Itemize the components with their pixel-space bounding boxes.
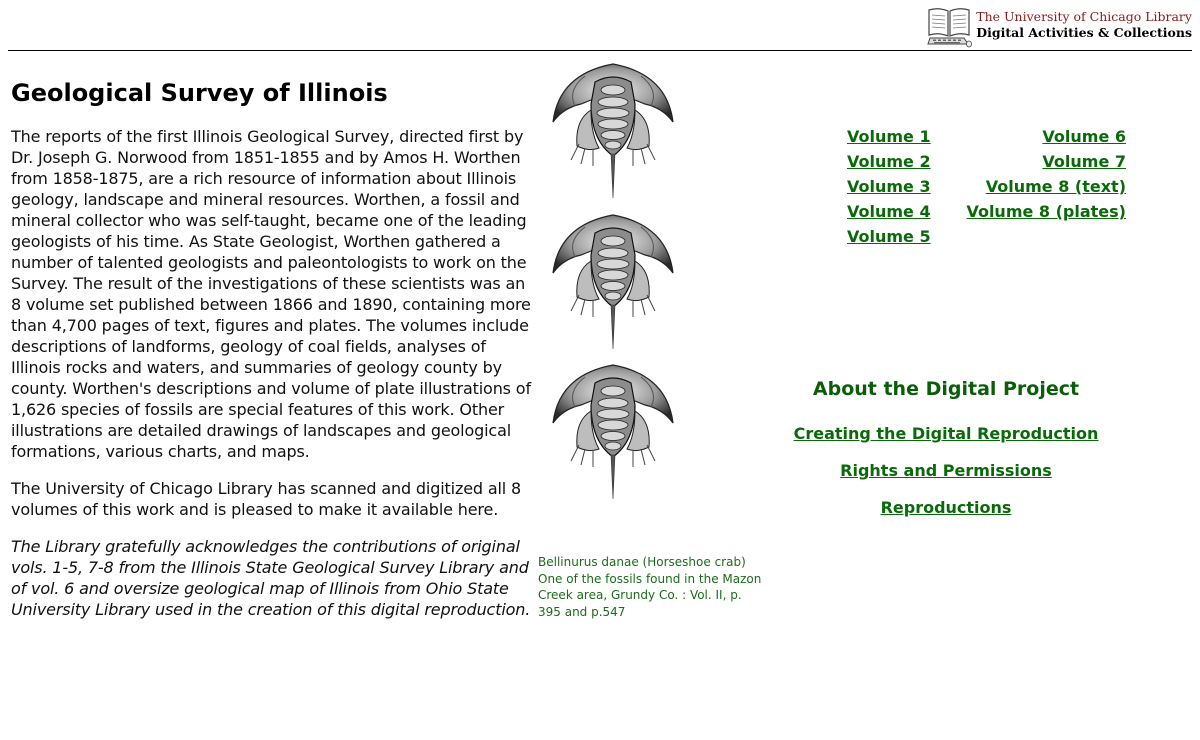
header [8, 0, 1192, 51]
rights-permissions-link[interactable]: Rights and Permissions [840, 461, 1052, 480]
volume-4-link[interactable]: Volume 4 [847, 202, 931, 221]
volume-3-link[interactable]: Volume 3 [847, 177, 931, 196]
digitization-paragraph: The University of Chicago Library has scanned and digitized all 8 volumes of this work and is pleased to make it available here. [11, 479, 522, 519]
volume-2-link[interactable]: Volume 2 [847, 152, 931, 171]
caption-description: One of the fossils found in the Mazon Creek area, Grundy Co. : Vol. II, p. 395 and p.547 [538, 571, 762, 619]
about-section [746, 374, 1146, 518]
brand-line-collections: Digital Activities & Collections [976, 25, 1192, 40]
book-computer-icon [926, 6, 972, 48]
acknowledgement-paragraph: The Library gratefully acknowledges the contributions of original vols. 1-5, 7-8 from the Illinois State Geological Survey Library and of vol. 6 and oversize geological map of Illinois from Ohio State University Library used in the creation of this digital reproduction. [11, 537, 531, 619]
volume-links-left [847, 124, 931, 249]
brand-line-library: The University of Chicago Library [976, 9, 1192, 24]
reproductions-link[interactable]: Reproductions [880, 498, 1012, 517]
volume-7-link[interactable]: Volume 7 [1042, 152, 1126, 171]
page-title: Geological Survey of Illinois [11, 79, 388, 107]
creating-digital-reproduction-link[interactable]: Creating the Digital Reproduction [793, 424, 1099, 443]
volume-8-text-link[interactable]: Volume 8 (text) [985, 177, 1126, 196]
horseshoe-crab-image [545, 60, 681, 200]
volume-links-right [966, 124, 1126, 224]
image-caption [538, 554, 768, 620]
library-logo-link[interactable] [926, 6, 1192, 48]
about-title: About the Digital Project [812, 378, 1080, 400]
brand-text [976, 9, 1192, 41]
intro-paragraph: The reports of the first Illinois Geological Survey, directed first by Dr. Joseph G. Norwood from 1851-1855 and by Amos H. Worthen from 1858-1875, are a rich resource of information about Illinois geology, landscape and mineral resources. Worthen, a fossil and mineral collector who was self-taught, became one of the leading geologists of his time. As State Geologist, Worthen gathered a number of talented geologists and paleontologists to work on the Survey. The result of the investigations of these scientists was an 8 volume set published between 1866 and 1890, containing more than 4,700 pages of text, figures and plates. The volumes include descriptions of landforms, geology of coal fields, analyses of Illinois rocks and waters, and summaries of geology county by county. Worthen's descriptions and volume of plate illustrations of 1,626 species of fossils are special features of this work. Other illustrations are detailed drawings of landscapes and geological formations, various charts, and maps. [11, 127, 531, 461]
volume-8-plates-link[interactable]: Volume 8 (plates) [966, 202, 1126, 221]
volume-6-link[interactable]: Volume 6 [1042, 127, 1126, 146]
horseshoe-crab-image [545, 211, 681, 351]
horseshoe-crab-image [545, 361, 681, 501]
caption-species: Bellinurus danae (Horseshoe crab) [538, 555, 746, 569]
volume-1-link[interactable]: Volume 1 [847, 127, 931, 146]
volume-5-link[interactable]: Volume 5 [847, 227, 931, 246]
intro-section [11, 76, 537, 620]
